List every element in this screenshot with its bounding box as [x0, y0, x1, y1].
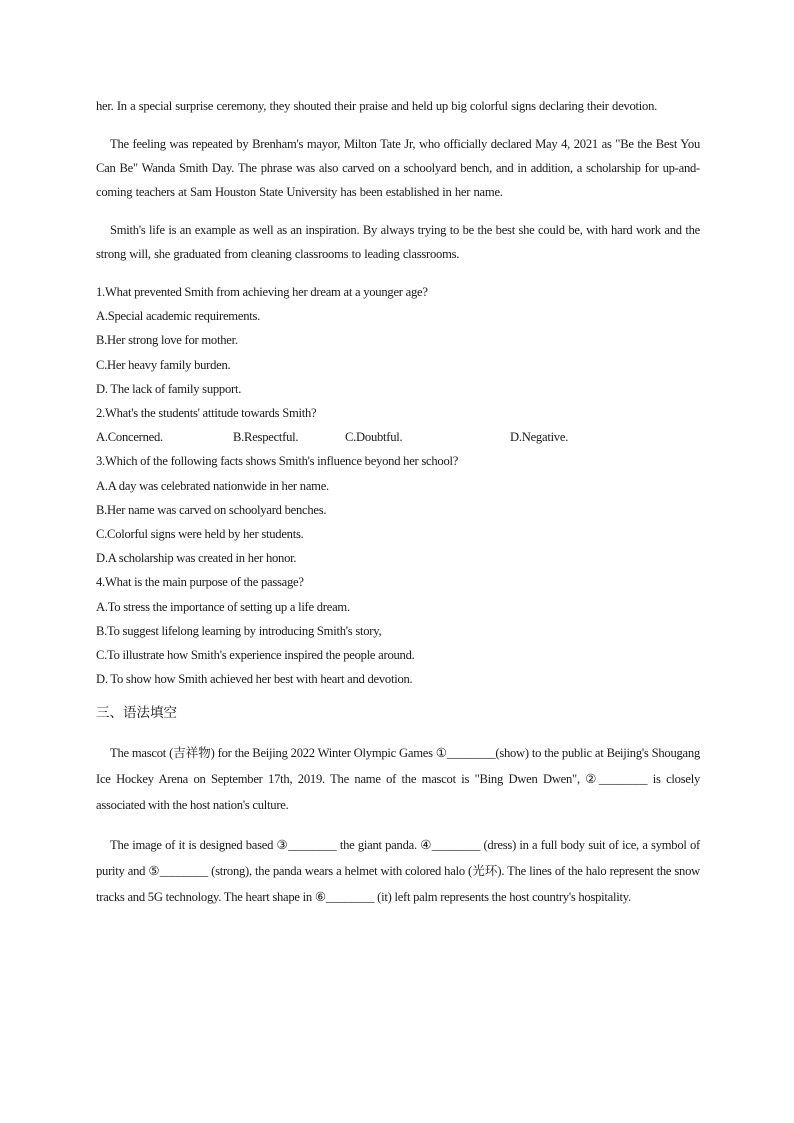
question-2-option-c: C.Doubtful.	[345, 430, 403, 445]
passage-paragraph-1: her. In a special surprise ceremony, they shouted their praise and held up big colorful signs declaring their devotion.	[96, 99, 658, 113]
question-2-stem: 2.What's the students' attitude towards Smith?	[96, 406, 317, 421]
cloze-paragraph-2: The image of it is designed based ③________ the giant panda. ④________ (dress) in a full body suit of ice, a symbol of purity and ⑤________ (strong), the panda wears a helmet with colored halo (光环). The lines of the halo represent the snow tracks and 5G technology. The heart shape in ⑥________ (it) left palm represents the host country's hospitality.	[96, 838, 700, 905]
question-3-stem: 3.Which of the following facts shows Smith's influence beyond her school?	[96, 454, 459, 469]
question-1-option-a: A.Special academic requirements.	[96, 309, 261, 324]
passage-paragraph-2: The feeling was repeated by Brenham's mayor, Milton Tate Jr, who officially declared May 4, 2021 as "Be the Best You Can Be" Wanda Smith Day. The phrase was also carved on a schoolyard bench, and in addition, a scholarship for up-and-coming teachers at Sam Houston State University has been established in her name.	[96, 137, 700, 199]
question-4-option-d: D. To show how Smith achieved her best with heart and devotion.	[96, 672, 413, 687]
question-1-option-d: D. The lack of family support.	[96, 381, 242, 396]
question-2-option-d: D.Negative.	[510, 430, 569, 445]
section-3-heading: 三、语法填空	[96, 705, 177, 722]
cloze-paragraph-1: The mascot (吉祥物) for the Beijing 2022 Winter Olympic Games ①________(show) to the public at Beijing's Shougang Ice Hockey Arena on September 17th, 2019. The name of the mascot is "Bing Dwen Dwen", ②________ is closely associated with the host nation's culture.	[96, 746, 700, 813]
question-4-option-c: C.To illustrate how Smith's experience inspired the people around.	[96, 648, 415, 663]
question-1-option-b: B.Her strong love for mother.	[96, 333, 238, 348]
question-2-option-a: A.Concerned.	[96, 430, 163, 445]
question-1-stem: 1.What prevented Smith from achieving her dream at a younger age?	[96, 285, 428, 299]
question-2-option-b: B.Respectful.	[233, 430, 299, 445]
question-4-option-b: B.To suggest lifelong learning by introducing Smith's story,	[96, 623, 382, 638]
question-1-option-c: C.Her heavy family burden.	[96, 357, 231, 372]
question-3-option-c: C.Colorful signs were held by her students.	[96, 527, 304, 542]
question-2-options	[96, 425, 700, 449]
passage-paragraph-3: Smith's life is an example as well as an inspiration. By always trying to be the best she could be, with hard work and the strong will, she graduated from cleaning classrooms to leading classrooms.	[96, 223, 700, 261]
question-list	[96, 280, 700, 691]
document-page	[96, 94, 700, 924]
question-3-option-d: D.A scholarship was created in her honor.	[96, 551, 297, 566]
question-4-option-a: A.To stress the importance of setting up a life dream.	[96, 599, 350, 614]
question-3-option-b: B.Her name was carved on schoolyard benches.	[96, 502, 327, 517]
question-3-option-a: A.A day was celebrated nationwide in her name.	[96, 478, 329, 493]
question-4-stem: 4.What is the main purpose of the passage?	[96, 575, 304, 590]
